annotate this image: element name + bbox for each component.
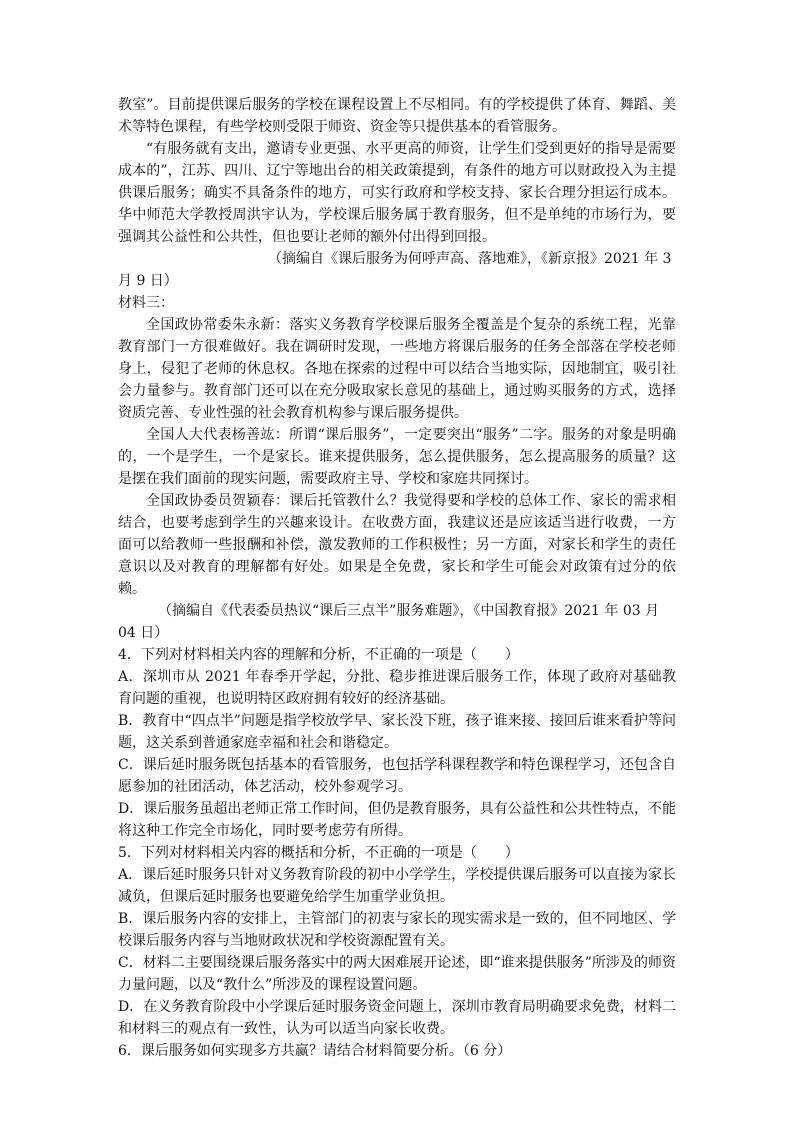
material3-heading: 材料三： — [118, 295, 174, 311]
material2-paragraph-2: “有服务就有支出，邀请专业更强、水平更高的师资，让学生们受到更好的指导是需要成本的”，江苏、四川、辽宁等地出台的相关政策提到，有条件的地方可以财政投入为主提供课后服务；确实不具备条件的地方，可实行政府和学校支持、家长合理分担运行成本。华中师范大学教授周洪宇认为，学校课后服务属于教育服务，但不是单纯的市场行为，要强调其公益性和公共性，但也要让老师的额外付出得到回报。 — [118, 141, 676, 245]
question-4-option-b: B．教育中“四点半”问题是指学校放学早、家长没下班，孩子谁来接、接回后谁来看护等问题，这关系到普通家庭幸福和社会和谐稳定。 — [118, 713, 676, 751]
question-4-stem: 4．下列对材料相关内容的理解和分析，不正确的一项是（ ） — [118, 647, 519, 663]
material3-paragraph-3: 全国政协委员贺颖春：课后托管教什么？我觉得要和学校的总体工作、家长的需求相结合，也要考虑到学生的兴趣来设计。在收费方面，我建议还是应该适当进行收费，一方面可以给教师一些报酬和补偿，激发教师的工作积极性；另一方面，对家长和学生的责任意识以及对教育的理解都有好处。如果是全免费，家长和学生可能会对政策有过分的依赖。 — [118, 493, 676, 597]
question-4-option-a: A．深圳市从 2021 年春季开学起，分批、稳步推进课后服务工作，体现了政府对基础教育问题的重视，也说明特区政府拥有较好的经济基础。 — [118, 669, 676, 707]
question-5-option-a: A．课后延时服务只针对义务教育阶段的初中小学学生，学校提供课后服务可以直接为家长减负，但课后延时服务也要避免给学生加重学业负担。 — [118, 867, 676, 905]
question-5-option-c: C．材料二主要围绕课后服务落实中的两大困难展开论述，即“谁来提供服务”所涉及的师资力量问题，以及“教什么”所涉及的课程设置问题。 — [118, 955, 676, 993]
document-page — [118, 94, 676, 1062]
question-5-stem: 5．下列对材料相关内容的概括和分析，不正确的一项是（ ） — [118, 845, 519, 861]
question-5-option-d: D．在义务教育阶段中小学课后延时服务资金问题上，深圳市教育局明确要求免费，材料二和材料三的观点有一致性，认为可以适当向家长收费。 — [118, 999, 676, 1037]
material3-source: （摘编自《代表委员热议“课后三点半”服务难题》，《中国教育报》2021 年 03 月 04 日） — [118, 603, 660, 641]
material2-source: （摘编自《课后服务为何呼声高、落地难》，《新京报》2021 年 3 月 9 日） — [118, 251, 672, 289]
question-5-option-b: B．课后服务内容的安排上，主管部门的初衷与家长的现实需求是一致的，但不同地区、学校课后服务内容与当地财政状况和学校资源配置有关。 — [118, 911, 676, 949]
material3-paragraph-1: 全国政协常委朱永新：落实义务教育学校课后服务全覆盖是个复杂的系统工程，光靠教育部门一方很难做好。我在调研时发现，一些地方将课后服务的任务全部落在学校老师身上，侵犯了老师的休息权。各地在探索的过程中可以结合当地实际，因地制宜，吸引社会力量参与。教育部门还可以在充分吸取家长意见的基础上，通过购买服务的方式，选择资质完善、专业性强的社会教育机构参与课后服务提供。 — [118, 317, 676, 421]
question-4-option-d: D．课后服务虽超出老师正常工作时间，但仍是教育服务，具有公益性和公共性特点，不能将这种工作完全市场化，同时要考虑劳有所得。 — [118, 801, 676, 839]
question-6-stem: 6．课后服务如何实现多方共赢？请结合材料简要分析。（6 分） — [118, 1043, 512, 1059]
material2-paragraph-1: 教室”。目前提供课后服务的学校在课程设置上不尽相同。有的学校提供了体育、舞蹈、美术等特色课程，有些学校则受限于师资、资金等只提供基本的看管服务。 — [118, 97, 676, 135]
question-4-option-c: C．课后延时服务既包括基本的看管服务，也包括学科课程教学和特色课程学习，还包含自愿参加的社团活动，体艺活动，校外参观学习。 — [118, 757, 676, 795]
material3-paragraph-2: 全国人大代表杨善竑：所谓“课后服务”，一定要突出“服务”二字。服务的对象是明确的，一个是学生，一个是家长。谁来提供服务，怎么提供服务，怎么提高服务的质量？这是摆在我们面前的现实问题，需要政府主导、学校和家庭共同探讨。 — [118, 427, 676, 487]
